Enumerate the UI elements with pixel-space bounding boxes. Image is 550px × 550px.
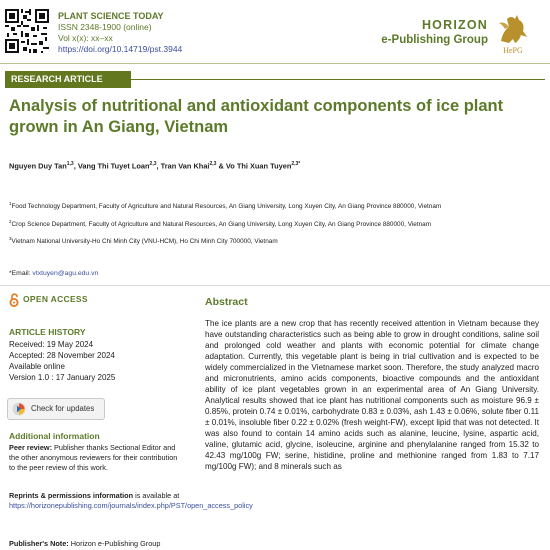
check-for-updates-button[interactable]	[7, 398, 105, 420]
abstract-heading: Abstract	[205, 296, 248, 308]
doi-link[interactable]: https://doi.org/10.14719/pst.3944	[58, 44, 183, 54]
article-history-heading: ARTICLE HISTORY	[9, 327, 86, 337]
article-history	[9, 339, 115, 383]
author-affiliation-mark: 2,3	[149, 161, 157, 167]
author-name: Vo Thi Xuan Tuyen	[225, 161, 292, 171]
journal-volume: Vol x(x): xx–xx	[58, 33, 113, 43]
ribbon-rule	[131, 79, 545, 80]
publisher-name	[380, 18, 488, 48]
article-type-ribbon: RESEARCH ARTICLE	[5, 71, 131, 88]
abstract-text: The ice plants are a new crop that has recently received attention in Vietnam because they have outstanding characteristics such as being able to grow in drought conditions, saline soil and prolonged cold weather and plants with economic potential for climate change adaptation. Currently, this vegetable plant is being in trial cultivation and is expected to be widely commercialized in the Vietnamese market soon. Therefore, the study analyzed macro and micronutrients, amino acids components, bioactive compounds and the antioxidant ability of ice plant vegetables grown in an experimental area of An Giang University. Analytical results showed that ice plant has nutritional components such as moisture 96.9 ± 0.85%, protein 0.74 ± 0.01%, carbohydrate 0.83 ± 0.03%, ash 1.43 ± 0.06%, solute fiber 0.11 ± 0.01%, insoluble fiber 0.22 ± 0.02% (fresh weight-FW), except lipid that was not detected. It was also found to contain 14 amino acids such as alanine, leucine, lysine, aspartic acid, valine, glutamic acid, glycine, isoleucine, arginine and phenylalanine ranged from 15.32 to 42.43 mg/100g FW; serine, histidine, proline and methionine ranged from 1.83 to 7.17 mg/100g FW); and 8 minerals such as	[205, 319, 539, 471]
logo-text: HePG	[503, 46, 523, 55]
check-updates-icon	[12, 402, 26, 416]
publisher-line1: HORIZON	[421, 18, 488, 32]
article-title: Analysis of nutritional and antioxidant components of ice plant grown in An Giang, Vietnam	[9, 97, 504, 136]
publisher-note	[9, 539, 189, 548]
peer-review-note	[9, 443, 184, 473]
author-name: Nguyen Duy Tan	[9, 161, 67, 171]
author-separator: ,	[156, 161, 161, 171]
accepted-date: Accepted: 28 November 2024	[9, 351, 115, 360]
available-online: Available online	[9, 362, 65, 371]
author-affiliation-mark: 2,3*	[291, 161, 301, 167]
email-link[interactable]: vtxtuyen@agu.edu.vn	[32, 270, 99, 277]
author-affiliation-mark: 1,3	[66, 161, 74, 167]
journal-name: PLANT SCIENCE TODAY	[58, 11, 164, 21]
affiliation-text: Vietnam National University-Ho Chi Minh City (VNU-HCM), Ho Chi Minh City 700000, Vietnam	[11, 238, 278, 246]
affiliation	[9, 219, 544, 228]
qr-code-icon	[5, 9, 49, 53]
author-separator: &	[216, 161, 226, 171]
check-updates-label: Check for updates	[31, 404, 95, 413]
reprints-note	[9, 491, 253, 511]
author-affiliation-mark: 2,3	[209, 161, 217, 167]
open-access-label: OPEN ACCESS	[23, 294, 88, 304]
publisher-logo-icon	[495, 11, 531, 55]
author-list	[9, 161, 539, 170]
received-date: Received: 19 May 2024	[9, 340, 94, 349]
peer-review-text: Publisher thanks Sectional Editor and the other anonymous reviewers for their contribution to the peer review of this work.	[9, 443, 178, 472]
affiliation-text: Crop Science Department, Faculty of Agriculture and Natural Resources, An Giang University, Long Xuyen City, An Giang Province 880000, Vietnam	[11, 221, 432, 229]
peer-review-label: Peer review:	[9, 443, 52, 452]
author-name: Vang Thi Tuyet Loan	[77, 161, 150, 171]
publisher-note-label: Publisher's Note:	[9, 539, 69, 548]
reprints-text: is available at	[133, 491, 180, 500]
reprints-label: Reprints & permissions information	[9, 491, 134, 500]
reprints-link[interactable]: https://horizonepublishing.com/journals/index.php/PST/open_access_policy	[9, 501, 253, 510]
affiliation-text: Food Technology Department, Faculty of Agriculture and Natural Resources, An Giang University, Long Xuyen City, An Giang Province 880000, Vietnam	[11, 203, 442, 211]
journal-info	[58, 11, 182, 55]
affiliation	[9, 236, 544, 245]
author-name: Tran Van Khai	[160, 161, 210, 171]
author-separator: ,	[73, 161, 78, 171]
publisher-note-text: Horizon e-Publishing Group	[68, 539, 161, 548]
open-access-icon	[9, 293, 19, 307]
corresponding-email	[9, 270, 98, 277]
affiliation-mark: 3	[9, 236, 12, 241]
additional-info-heading: Additional information	[9, 431, 100, 441]
affiliation-mark: 1	[9, 201, 12, 206]
section-divider	[0, 285, 550, 286]
publisher-line2: e-Publishing Group	[381, 34, 488, 46]
affiliation-mark: 2	[9, 219, 12, 224]
journal-issn: ISSN 2348-1900 (online)	[58, 22, 152, 32]
affiliation	[9, 201, 544, 210]
version-date: Version 1.0 : 17 January 2025	[9, 373, 116, 382]
email-label: *Email:	[9, 270, 33, 277]
header-divider	[0, 63, 550, 64]
